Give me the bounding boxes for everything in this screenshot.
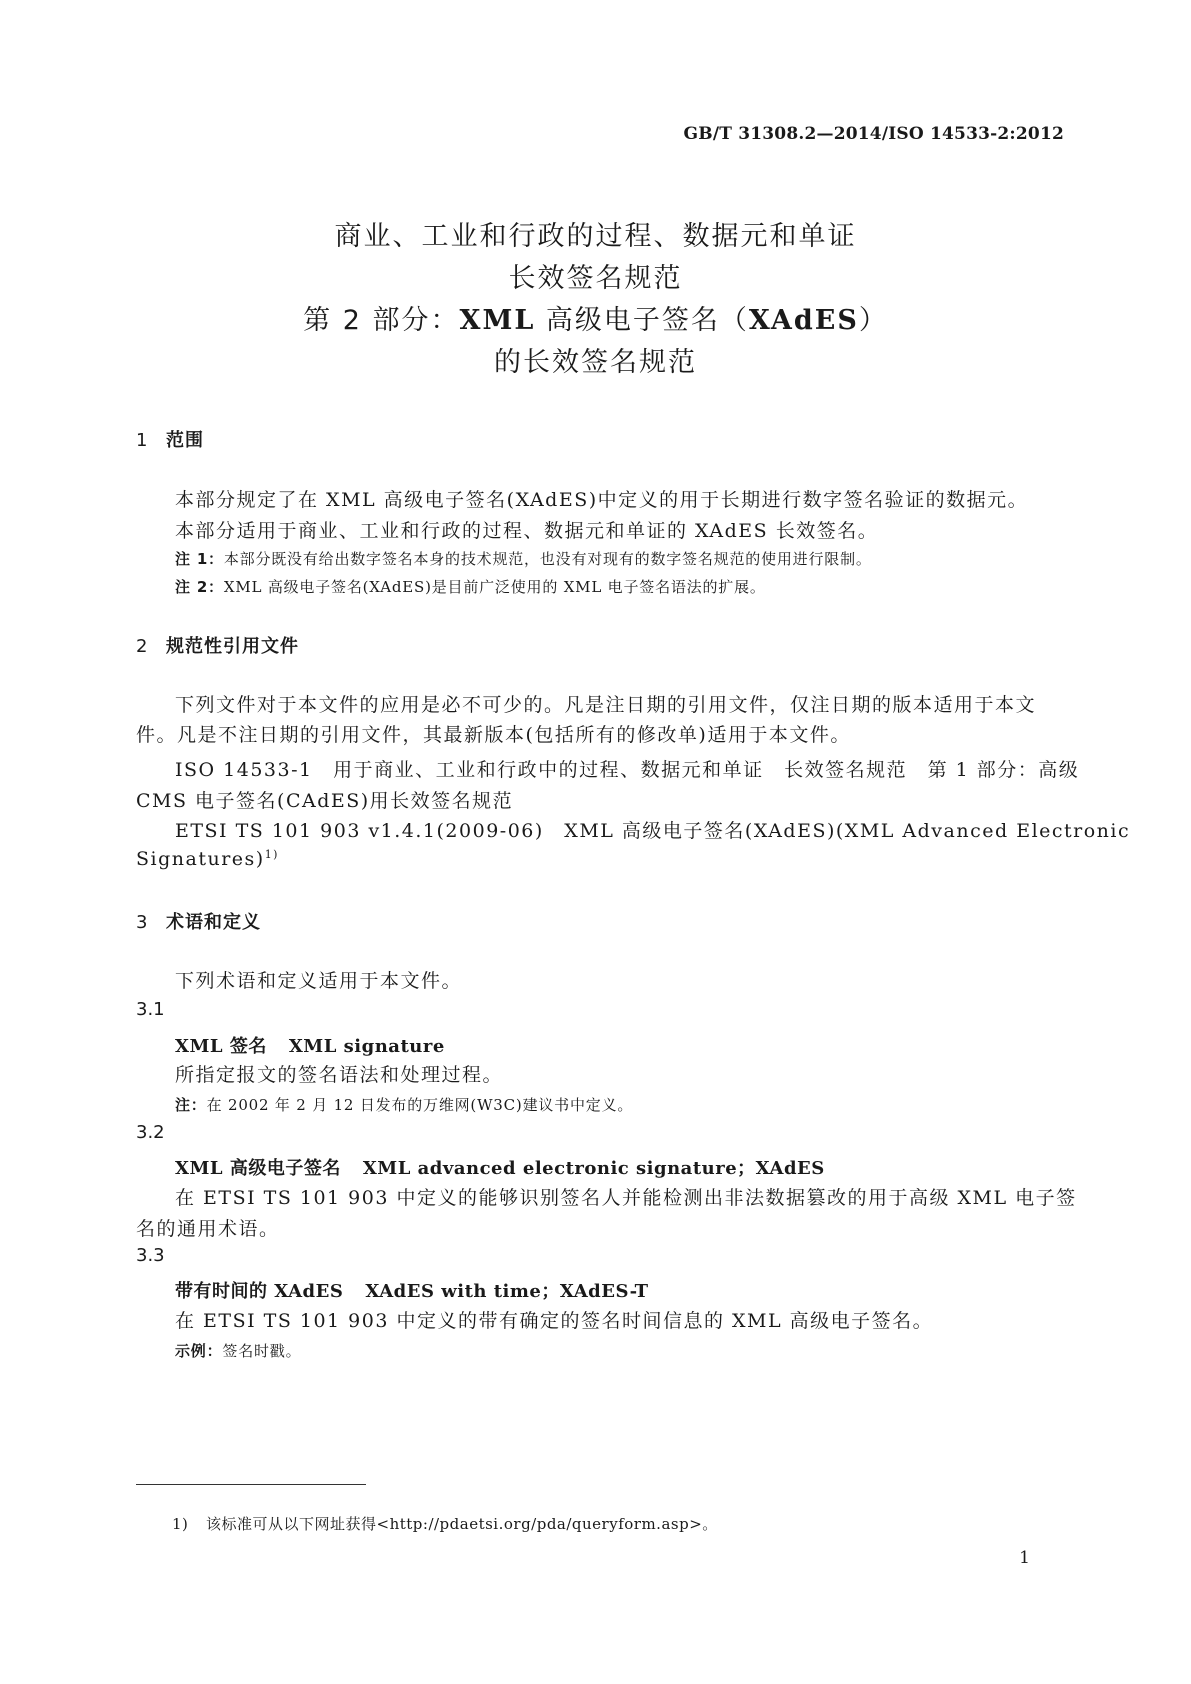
term-3-1-zh: XML 签名 [175,1036,267,1057]
term-3-2-number: 3.2 [136,1122,165,1143]
title-line-3-suffix: ） [858,305,888,336]
title-line-3 [0,298,1191,337]
term-3-1-note-text: 在 2002 年 2 月 12 日发布的万维网(W3C)建议书中定义。 [206,1096,634,1114]
term-3-3-definition: 在 ETSI TS 101 903 中定义的带有确定的签名时间信息的 XML 高级电子签名。 [175,1310,934,1332]
term-3-1-title [175,1032,445,1058]
section-1-note-2 [175,576,766,597]
term-3-2-en: XML advanced electronic signature；XAdES [362,1158,825,1179]
section-2-heading [136,632,299,658]
title-line-2: 长效签名规范 [508,263,683,294]
term-3-2-definition-line-2: 名的通用术语。 [136,1218,280,1240]
footnote-text: 该标准可从以下网址获得<http://pdaetsi.org/pda/queryform.asp>。 [206,1515,718,1533]
title-line-3-xades: XAdES [748,305,859,336]
section-2-paragraph-line-2: 件。凡是不注日期的引用文件，其最新版本(包括所有的修改单)适用于本文件。 [136,724,851,746]
standard-number: GB/T 31308.2—2014/ISO 14533-2:2012 [683,124,1064,144]
term-3-1-number: 3.1 [136,999,165,1020]
footnote-reference: 1) [264,848,279,861]
section-1-heading [136,426,204,452]
note-1-text: 本部分既没有给出数字签名本身的技术规范，也没有对现有的数字签名规范的使用进行限制。 [223,550,872,568]
term-3-3-zh: 带有时间的 XAdES [175,1281,344,1302]
reference-1-line-2: CMS 电子签名(CAdES)用长效签名规范 [136,790,514,812]
reference-2-line-2 [136,848,279,870]
section-1-note-1 [175,548,872,569]
note-2-label: 注 2： [175,578,224,596]
term-3-1-note [175,1094,633,1115]
reference-1-line-1: ISO 14533-1 用于商业、工业和行政中的过程、数据元和单证 长效签名规范 第 1 部分：高级 [175,759,1080,781]
section-2-paragraph-line-1: 下列文件对于本文件的应用是必不可少的。凡是注日期的引用文件，仅注日期的版本适用于本文 [175,694,1037,716]
term-3-1-definition: 所指定报文的签名语法和处理过程。 [175,1064,504,1086]
reference-2-line-1: ETSI TS 101 903 v1.4.1(2009-06) XML 高级电子签名(XAdES)(XML Advanced Electronic [175,820,1131,842]
term-3-2-title [175,1154,825,1180]
section-2-number: 2 [136,636,149,657]
note-1-label: 注 1： [175,550,224,568]
term-3-1-note-label: 注： [175,1096,207,1114]
term-3-2-definition-line-1: 在 ETSI TS 101 903 中定义的能够识别签名人并能检测出非法数据篡改的用于高级 XML 电子签 [175,1187,1077,1209]
term-3-3-title [175,1277,649,1303]
title-line-3-xml: XML [459,305,536,336]
footnote [172,1513,718,1534]
section-1-title: 范围 [166,430,204,451]
section-1-paragraph-1: 本部分规定了在 XML 高级电子签名(XAdES)中定义的用于长期进行数字签名验证的数据元。 [175,489,1029,511]
title-line-1: 商业、工业和行政的过程、数据元和单证 [334,221,857,252]
term-3-3-example-text: 签名时戳。 [222,1342,302,1360]
term-3-1-en: XML signature [288,1036,445,1057]
page-number: 1 [1019,1548,1030,1568]
section-2-title: 规范性引用文件 [166,636,299,657]
reference-2-title-end: Signatures) [136,848,265,870]
section-3-heading [136,908,261,934]
term-3-3-en: XAdES with time；XAdES-T [365,1281,649,1302]
section-1-number: 1 [136,430,149,451]
footnote-marker: 1) [172,1515,189,1533]
section-3-intro: 下列术语和定义适用于本文件。 [175,970,463,992]
section-1-paragraph-2: 本部分适用于商业、工业和行政的过程、数据元和单证的 XAdES 长效签名。 [175,520,879,542]
term-3-3-example-label: 示例： [175,1342,223,1360]
section-3-title: 术语和定义 [166,912,261,933]
section-3-number: 3 [136,912,149,933]
note-2-text: XML 高级电子签名(XAdES)是目前广泛使用的 XML 电子签名语法的扩展。 [223,578,766,596]
term-3-3-example [175,1340,301,1361]
title-line-3-mid: 高级电子签名（ [535,305,749,336]
title-line-3-prefix: 第 2 部分： [303,305,460,336]
footnote-separator [136,1484,366,1485]
term-3-2-zh: XML 高级电子签名 [175,1158,341,1179]
title-line-4: 的长效签名规范 [494,347,697,378]
term-3-3-number: 3.3 [136,1245,165,1266]
